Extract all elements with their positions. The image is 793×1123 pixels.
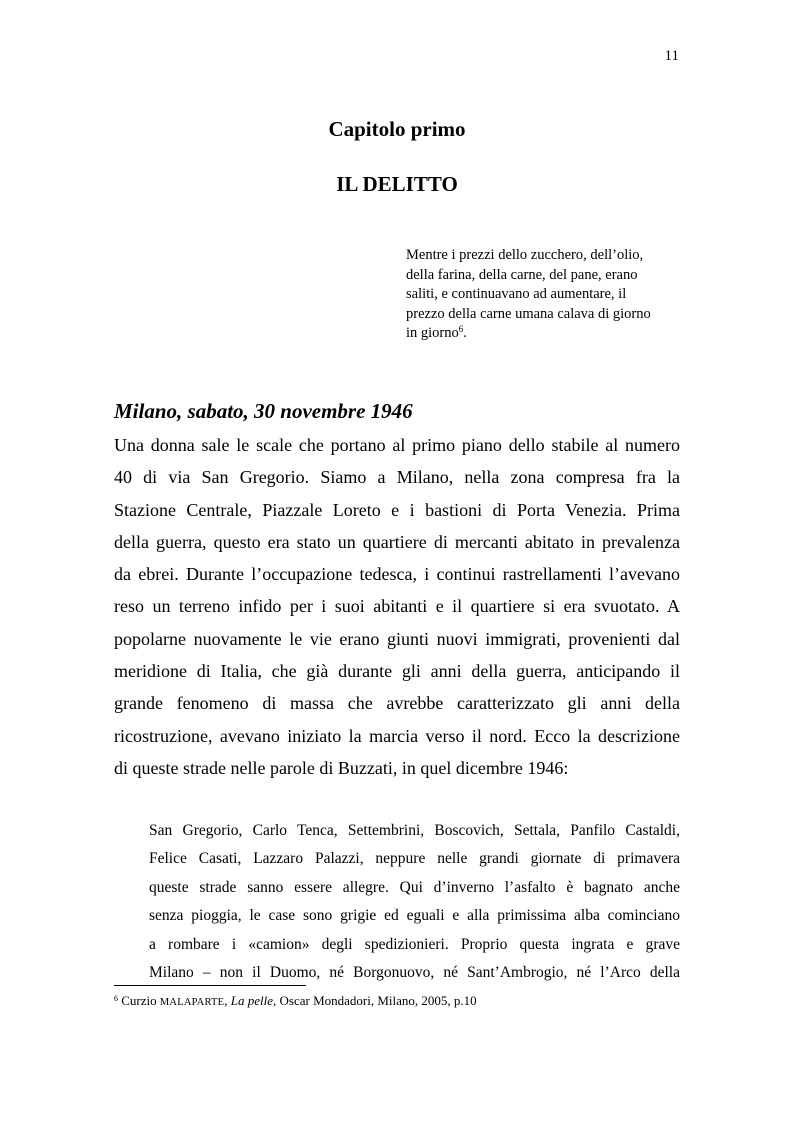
epigraph-line bbox=[406, 324, 684, 344]
page-number: 11 bbox=[664, 48, 679, 64]
body-line: della guerra, questo era stato un quartiere di mercanti abitato in prevalenza bbox=[114, 531, 680, 552]
body-line: Stazione Centrale, Piazzale Loreto e i bastioni di Porta Venezia. Prima bbox=[114, 499, 680, 520]
quote-line: San Gregorio, Carlo Tenca, Settembrini, Boscovich, Settala, Panfilo Castaldi, bbox=[149, 822, 680, 839]
epigraph-line: prezzo della carne umana calava di giorno bbox=[406, 305, 651, 322]
block-quote bbox=[149, 817, 680, 987]
footnote bbox=[114, 992, 477, 1011]
body-line: di queste strade nelle parole di Buzzati, in quel dicembre 1946: bbox=[114, 757, 569, 778]
epigraph-line: Mentre i prezzi dello zucchero, dell’olio, bbox=[406, 247, 644, 263]
section-heading: Milano, sabato, 30 novembre 1946 bbox=[114, 399, 413, 423]
epigraph-end-punctuation: . bbox=[463, 325, 467, 341]
chapter-title: IL DELITTO bbox=[336, 172, 458, 196]
body-line: ricostruzione, avevano iniziato la marcia verso il nord. Ecco la descrizione bbox=[114, 725, 680, 746]
quote-line: queste strade sanno essere allegre. Qui d’inverno l’asfalto è bagnato anche bbox=[149, 878, 680, 896]
body-line: grande fenomeno di massa che avrebbe caratterizzato gli anni della bbox=[114, 693, 680, 714]
quote-line: a rombare i «camion» degli spedizionieri. Proprio questa ingrata e grave bbox=[149, 935, 680, 953]
body-line: reso un terreno infido per i suoi abitanti e il quartiere si era svuotato. A bbox=[114, 596, 680, 617]
footnote-separator bbox=[114, 985, 306, 986]
epigraph-line: saliti, e continuavano ad aumentare, il bbox=[406, 286, 627, 302]
quote-line: Felice Casati, Lazzaro Palazzi, neppure nelle grandi giornate di primavera bbox=[149, 850, 680, 868]
chapter-label: Capitolo primo bbox=[328, 117, 466, 141]
body-line: popolarne nuovamente le vie erano giunti nuovi immigrati, provenienti dal bbox=[114, 628, 680, 649]
footnote-separator-text: , bbox=[224, 993, 231, 1008]
footnote-reference[interactable]: 6 bbox=[458, 324, 464, 334]
epigraph-last-text: in giorno bbox=[406, 325, 459, 341]
footnote-work-title: La pelle, bbox=[230, 993, 277, 1008]
body-paragraph bbox=[114, 429, 680, 784]
body-line: meridione di Italia, che già durante gli anni della guerra, anticipando il bbox=[114, 661, 680, 682]
quote-line: senza pioggia, le case sono grigie ed eguali e alla primissima alba cominciano bbox=[149, 907, 680, 925]
footnote-author-last: MALAPARTE bbox=[159, 997, 225, 1008]
epigraph bbox=[406, 246, 684, 344]
body-line: da ebrei. Durante l’occupazione tedesca, i continui rastrellamenti l’avevano bbox=[114, 564, 680, 585]
footnote-author-first: Curzio bbox=[121, 993, 160, 1008]
footnote-number: 6 bbox=[114, 994, 118, 1003]
quote-line: Milano – non il Duomo, né Borgonuovo, né Sant’Ambrogio, né l’Arco della bbox=[149, 964, 680, 982]
body-line: Una donna sale le scale che portano al primo piano dello stabile al numero bbox=[114, 435, 680, 455]
epigraph-line: della farina, della carne, del pane, erano bbox=[406, 266, 638, 283]
body-line: 40 di via San Gregorio. Siamo a Milano, nella zona compresa fra la bbox=[114, 467, 680, 488]
footnote-publication: Oscar Mondadori, Milano, 2005, p.10 bbox=[276, 993, 477, 1008]
